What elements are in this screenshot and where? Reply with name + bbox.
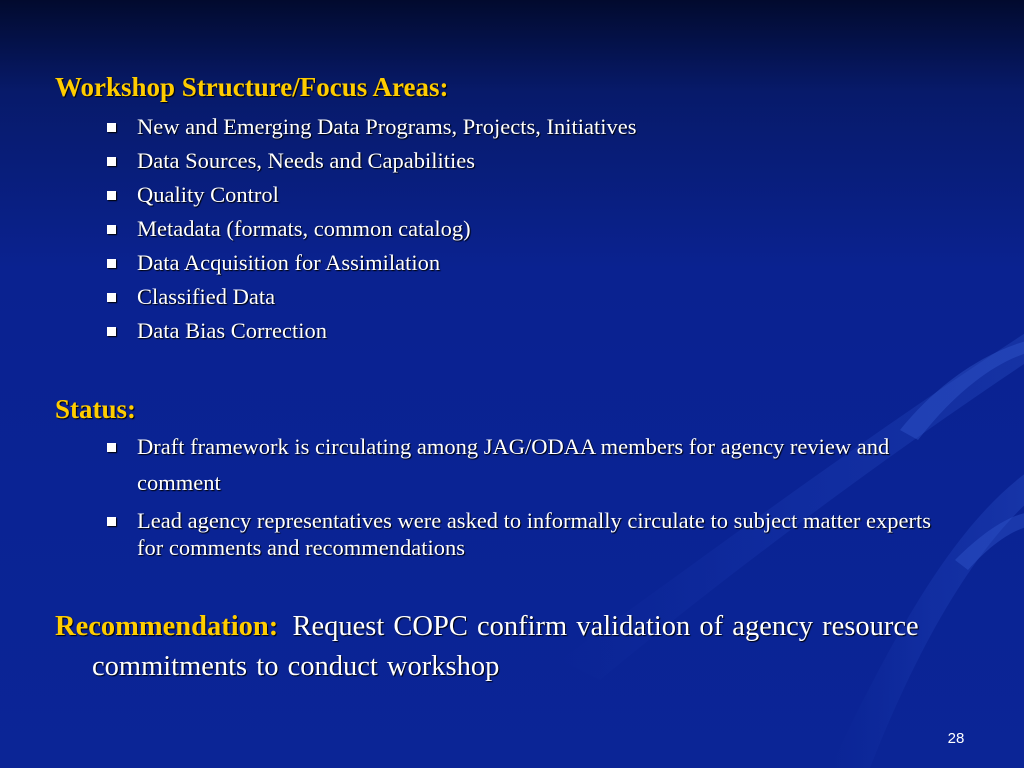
square-bullet-icon [107,517,116,526]
square-bullet-icon [107,191,116,200]
recommendation-label: Recommendation: [55,611,279,642]
focus-areas-heading: Workshop Structure/Focus Areas: [55,72,449,102]
list-item-text: Data Bias Correction [137,318,327,343]
list-item [106,507,937,561]
square-bullet-icon [107,259,116,268]
list-item [106,429,937,501]
square-bullet-icon [107,123,116,132]
list-item-text: Data Sources, Needs and Capabilities [137,148,476,173]
recommendation-paragraph [55,607,992,687]
list-item [106,144,636,178]
status-list [106,429,937,561]
list-item-text: New and Emerging Data Programs, Projects, Initiatives [137,114,637,139]
square-bullet-icon [107,157,116,166]
list-item [106,246,636,280]
list-item [106,212,636,246]
list-item-text: Data Acquisition for Assimilation [137,250,441,275]
list-item-text: Classified Data [137,284,276,309]
list-item-text: Metadata (formats, common catalog) [137,216,471,241]
list-item-text: Lead agency representatives were asked to informally circulate to subject matter experts for comments and recommendations [137,508,932,560]
square-bullet-icon [107,293,116,302]
focus-areas-list [106,110,636,348]
list-item [106,280,636,314]
list-item [106,110,636,144]
list-item [106,178,636,212]
square-bullet-icon [107,225,116,234]
status-heading: Status: [55,394,137,424]
list-item [106,314,636,348]
page-number: 28 [947,730,965,747]
square-bullet-icon [107,327,116,336]
list-item-text: Quality Control [137,182,279,207]
list-item-text: Draft framework is circulating among JAG/ODAA members for agency review and comment [137,434,890,495]
recommendation-text: Request COPC confirm validation of agency resource commitments to conduct workshop [92,611,919,682]
square-bullet-icon [107,443,116,452]
